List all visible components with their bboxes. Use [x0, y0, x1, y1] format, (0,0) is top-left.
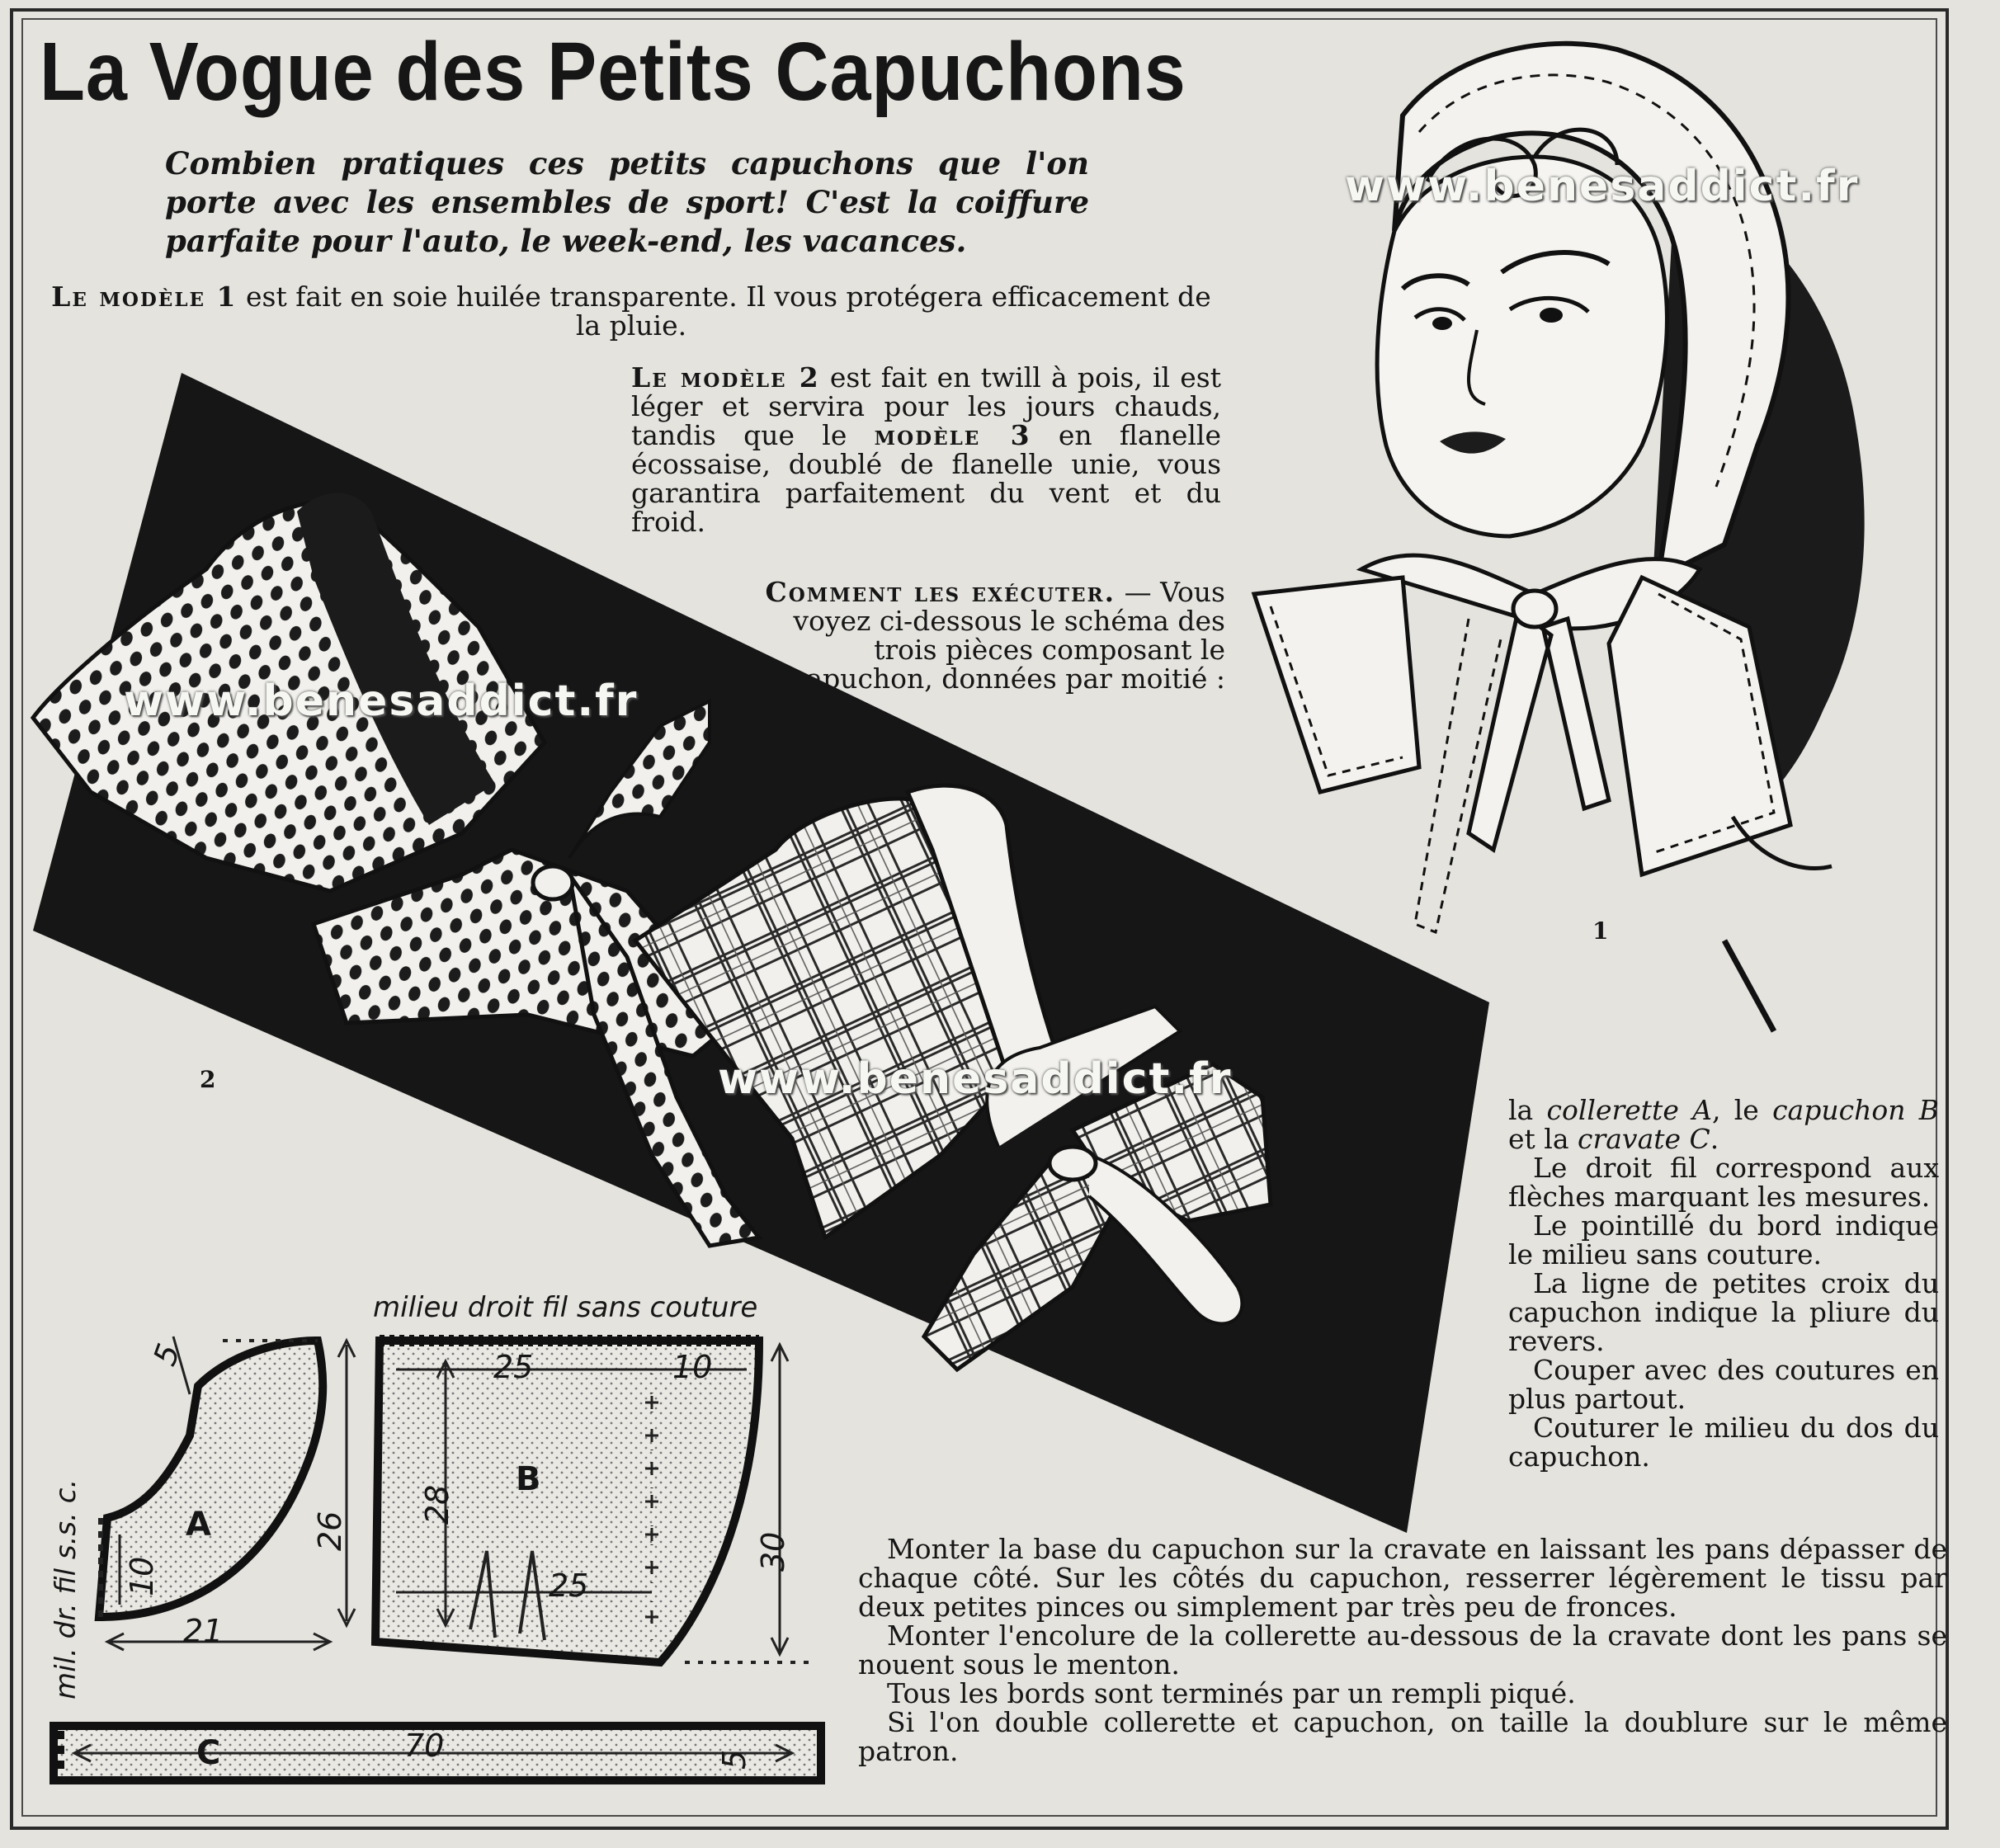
- pieces-intro-b: , le: [1711, 1094, 1773, 1126]
- dotted-paragraph: Le pointillé du bord indique le milieu sans couture.: [1508, 1209, 1939, 1270]
- assembly-paragraph-4: Si l'on double collerette et capuchon, on taille la doublure sur le même patron.: [858, 1706, 1947, 1767]
- how-lead: Comment les exécuter.: [765, 576, 1116, 608]
- assembly-paragraph-2: Monter l'encolure de la collerette au-dessous de la cravate dont les pans se nouent sous le menton.: [858, 1619, 1947, 1681]
- piece-b-dim-right: 30: [755, 1531, 791, 1572]
- piece-c-dim-width: 5: [716, 1749, 752, 1770]
- pieces-paragraph: [1508, 1096, 1939, 1153]
- model-2-text-b: en flanelle écossaise, doublé de flanelle unie, vous garantira parfaitement du vent et du froid.: [631, 419, 1222, 538]
- piece-a-dim-left: 10: [124, 1556, 160, 1596]
- sew-paragraph: Couturer le milieu du dos du capuchon.: [1508, 1412, 1939, 1473]
- piece-b-name: capuchon B: [1772, 1094, 1939, 1126]
- piece-c-letter: C: [196, 1734, 221, 1772]
- pieces-intro-d: .: [1710, 1123, 1719, 1155]
- figure-2-label: 2: [200, 1066, 216, 1093]
- piece-c-name: cravate C: [1578, 1123, 1710, 1155]
- assembly-paragraphs: [858, 1534, 1947, 1766]
- watermark: www.benesaddict.fr: [718, 1054, 1233, 1104]
- article-intro: Combien pratiques ces petits capuchons que l'on porte avec les ensembles de sport! C'est la coiffure parfaite pour l'auto, le week-end, les vacances.: [165, 145, 1089, 259]
- pieces-intro-c: et la: [1508, 1123, 1578, 1155]
- piece-b-letter: B: [516, 1460, 541, 1498]
- pattern-diagram: [54, 1336, 821, 1780]
- article-title: La Vogue des Petits Capuchons: [40, 26, 1186, 118]
- model-2-3-paragraph: [631, 363, 1221, 536]
- grain-paragraph: Le droit fil correspond aux flèches marquant les mesures.: [1508, 1152, 1939, 1213]
- piece-b-dim-top-b: 10: [672, 1349, 713, 1385]
- model-1-text: est fait en soie huilée transparente. Il vous protégera efficacement de la pluie.: [237, 280, 1211, 342]
- watermark: www.benesaddict.fr: [124, 676, 639, 726]
- piece-a-dim-right: 26: [312, 1511, 348, 1551]
- side-fold-label: mil. dr. fil s.s. c.: [50, 1478, 83, 1700]
- fold-label: milieu droit fil sans couture: [373, 1291, 758, 1324]
- assembly-paragraph-3: Tous les bords sont terminés par un rempli piqué.: [887, 1677, 1576, 1709]
- model-3-lead: modèle 3: [874, 419, 1031, 451]
- model-2-text-a: est fait en twill à pois, il est léger et servira pour les jours chauds, tandis que le: [631, 361, 1221, 451]
- piece-b-dim-height: 28: [419, 1484, 455, 1525]
- assembly-paragraph-1: Monter la base du capuchon sur la cravate en laissant les pans dépasser de chaque côté. Sur les côtés du capuchon, resserrer légèrement le tissu par deux petites pinces ou simplement par très peu de fronces.: [858, 1533, 1947, 1623]
- model-2-lead: Le modèle 2: [631, 361, 820, 394]
- model-1-paragraph: [45, 282, 1217, 340]
- piece-a-dim-top: 5: [146, 1339, 187, 1370]
- cut-paragraph: Couper avec des coutures en plus partout.: [1508, 1354, 1939, 1415]
- piece-b-dim-bottom: 25: [549, 1568, 589, 1604]
- figure-3-label: 3: [1384, 1363, 1401, 1390]
- how-to-paragraph: [730, 578, 1225, 693]
- pieces-intro-a: la: [1508, 1094, 1547, 1126]
- model-1-lead: Le modèle 1: [51, 280, 238, 313]
- piece-c-dim-length: 70: [404, 1728, 445, 1764]
- piece-a-name: collerette A: [1546, 1094, 1712, 1126]
- cross-paragraph: La ligne de petites croix du capuchon indique la pliure du revers.: [1508, 1267, 1939, 1357]
- instructions-column: [1508, 1096, 1939, 1471]
- piece-a-dim-bottom: 21: [183, 1613, 224, 1649]
- figure-1-label: 1: [1592, 917, 1609, 945]
- piece-a-letter: A: [186, 1506, 211, 1544]
- how-text: — Vous voyez ci-dessous le schéma des trois pièces composant le capuchon, données par moitié :: [790, 576, 1225, 695]
- piece-b-dim-top-a: 25: [493, 1349, 534, 1385]
- watermark: www.benesaddict.fr: [1345, 162, 1860, 211]
